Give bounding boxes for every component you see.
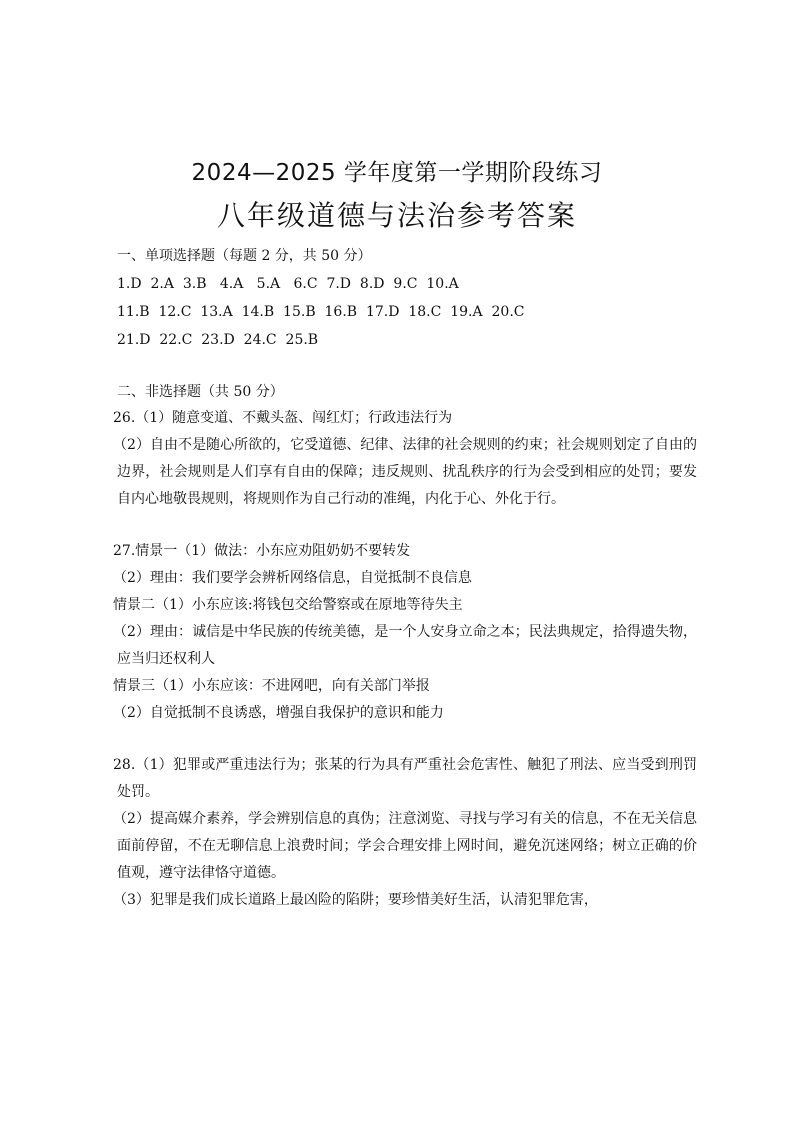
q28-part-3: （3）犯罪是我们成长道路上最凶险的陷阱；要珍惜美好生活，认清犯罪危害，	[113, 892, 598, 908]
section-1-heading: 一、单项选择题（每题 2 分，共 50 分）	[117, 248, 372, 264]
section-2-heading: 二、非选择题（共 50 分）	[117, 383, 284, 400]
mc-answers-row-1: 1.D 2.A 3.B 4.A 5.A 6.C 7.D 8.D 9.C 10.A	[117, 275, 459, 292]
q28-part-2: （2）提高媒介素养，学会辨别信息的真伪；注意浏览、寻找与学习有关的信息，不在无关信息面前停留，不在无聊信息上浪费时间；学会合理安排上网时间，避免沉迷网络；树立正确的价值观，遵守法律恪守道德。	[113, 811, 697, 881]
q27-scene-1-reason: （2）理由：我们要学会辨析网络信息，自觉抵制不良信息	[113, 570, 472, 586]
mc-answers-row-3: 21.D 22.C 23.D 24.C 25.B	[117, 331, 319, 348]
q27-scene-2-reason: （2）理由：诚信是中华民族的传统美德，是一个人安身立命之本；民法典规定，拾得遗失物，应当归还权利人	[113, 624, 697, 667]
q26-part-1: 26.（1）随意变道、不戴头盔、闯红灯；行政违法行为	[113, 410, 453, 426]
exam-term-title: 2024—2025 学年度第一学期阶段练习	[191, 160, 603, 186]
q27-scene-3-reason: （2）自觉抵制不良诱惑，增强自我保护的意识和能力	[113, 705, 444, 721]
answer-key-title: 八年级道德与法治参考答案	[216, 199, 577, 232]
q27-scene-2-action: 情景二（1）小东应该:将钱包交给警察或在原地等待失主	[113, 597, 463, 613]
q28-part-1: 28.（1）犯罪或严重违法行为；张某的行为具有严重社会危害性、触犯了刑法、应当受到刑罚处罚。	[113, 757, 697, 800]
q27-scene-1-action: 27.情景一（1）做法：小东应劝阻奶奶不要转发	[113, 543, 411, 559]
answer-content	[113, 243, 697, 914]
mc-answers-row-2: 11.B 12.C 13.A 14.B 15.B 16.B 17.D 18.C 19.A 20.C	[117, 303, 525, 320]
q26-part-2: （2）自由不是随心所欲的，它受道德、纪律、法律的社会规则的约束；社会规则划定了自由的边界，社会规则是人们享有自由的保障；违反规则、扰乱秩序的行为会受到相应的处罚；要发自内心地敬畏规则，将规则作为自己行动的准绳，内化于心、外化于行。	[113, 437, 697, 507]
q27-scene-3-action: 情景三（1）小东应该：不进网吧，向有关部门举报	[113, 678, 430, 694]
